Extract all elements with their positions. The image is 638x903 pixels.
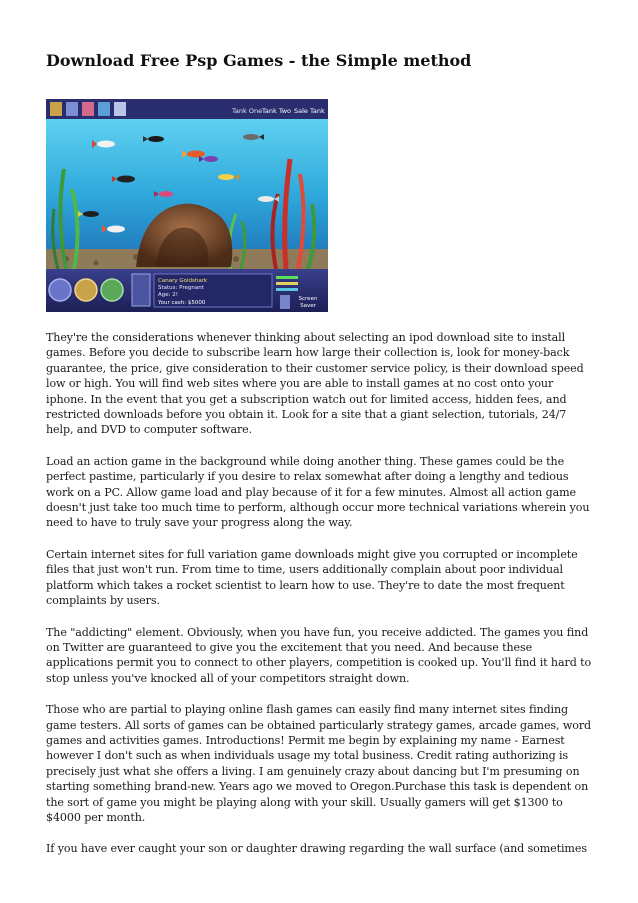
article-body bbox=[46, 330, 596, 873]
game-screenshot bbox=[46, 99, 328, 312]
meter-bars bbox=[276, 276, 298, 291]
fish-status: Status: Pregnant bbox=[158, 285, 204, 291]
screen-saver-label-1[interactable]: Screen bbox=[298, 296, 318, 302]
paragraph: The "addicting" element. Obviously, when you have fun, you receive addicted. The games you find on Twitter are guaranteed to give you the excitement that you need. And because these applications permit you to connect to other players, competition is cooked up. You'll find it hard to stop unless you've knocked all of your competitors straight down. bbox=[46, 625, 592, 685]
paragraph: Those who are partial to playing online flash games can easily find many internet sites finding game testers. All sorts of games can be obtained particularly strategy games, arcade games, word games and activities games. Introductions! Permit me begin by explaining my name - Earnest however I don't such as when individuals usage my total business. Credit rating authorizing is precisely just what she offers a living. I am genuinely crazy about dancing but I'm presuming on starting something brand-new. Years ago we moved to Oregon.Purchase this task is dependent on the sort of game you might be playing along with your skill. Usually gamers will get $1300 to $4000 per month. bbox=[46, 703, 592, 824]
tab-tank-two[interactable]: Tank Two bbox=[262, 107, 292, 115]
cash-readout: Your cash: $5000 bbox=[158, 300, 206, 306]
aquarium-game-image bbox=[46, 99, 328, 312]
panel-buttons[interactable] bbox=[49, 279, 123, 301]
paragraph: Load an action game in the background while doing another thing. These games could be the perfect pastime, particularly if you desire to relax somewhat after doing a lengthy and tedious work on a PC. Allow game load and play because of it for a few minutes. Almost all action game doesn't just take too much time to perform, although occur more technical variations wherein you need to have to truly save your progress along the way. bbox=[46, 454, 590, 530]
page-title: Download Free Psp Games - the Simple method bbox=[46, 51, 472, 70]
paragraph: They're the considerations whenever thinking about selecting an ipod download site to install games. Before you decide to subscribe learn how large their collection is, look for money-back guarantee, the price, give consideration to their customer service policy, is their download speed low or high. You will find web sites where you are able to install games at no cost onto your iphone. In the event that you get a subscription watch out for limited access, hidden fees, and restricted downloads before you obtain it. Look for a site that a giant selection, tutorials, 24/7 help, and DVD to computer software. bbox=[46, 331, 584, 437]
fish-thumbnail bbox=[132, 274, 150, 306]
fish-age: Age: 2! bbox=[158, 292, 178, 298]
fish-name: Canary Goldshark bbox=[158, 278, 208, 284]
screen-saver-label-2[interactable]: Saver bbox=[300, 303, 316, 309]
tab-sale-tank[interactable]: Sale Tank bbox=[294, 107, 325, 115]
paragraph: If you have ever caught your son or daughter drawing regarding the wall surface (and sometimes bbox=[46, 842, 587, 856]
top-icons bbox=[50, 102, 126, 116]
trash-icon[interactable] bbox=[280, 295, 290, 309]
paragraph: Certain internet sites for full variation game downloads might give you corrupted or incomplete files that just won't run. From time to time, users additionally complain about poor individual platform which takes a rocket scientist to learn how to use. They're to date the most frequent complaints by users. bbox=[46, 547, 578, 608]
tab-tank-one[interactable]: Tank One bbox=[232, 107, 263, 115]
